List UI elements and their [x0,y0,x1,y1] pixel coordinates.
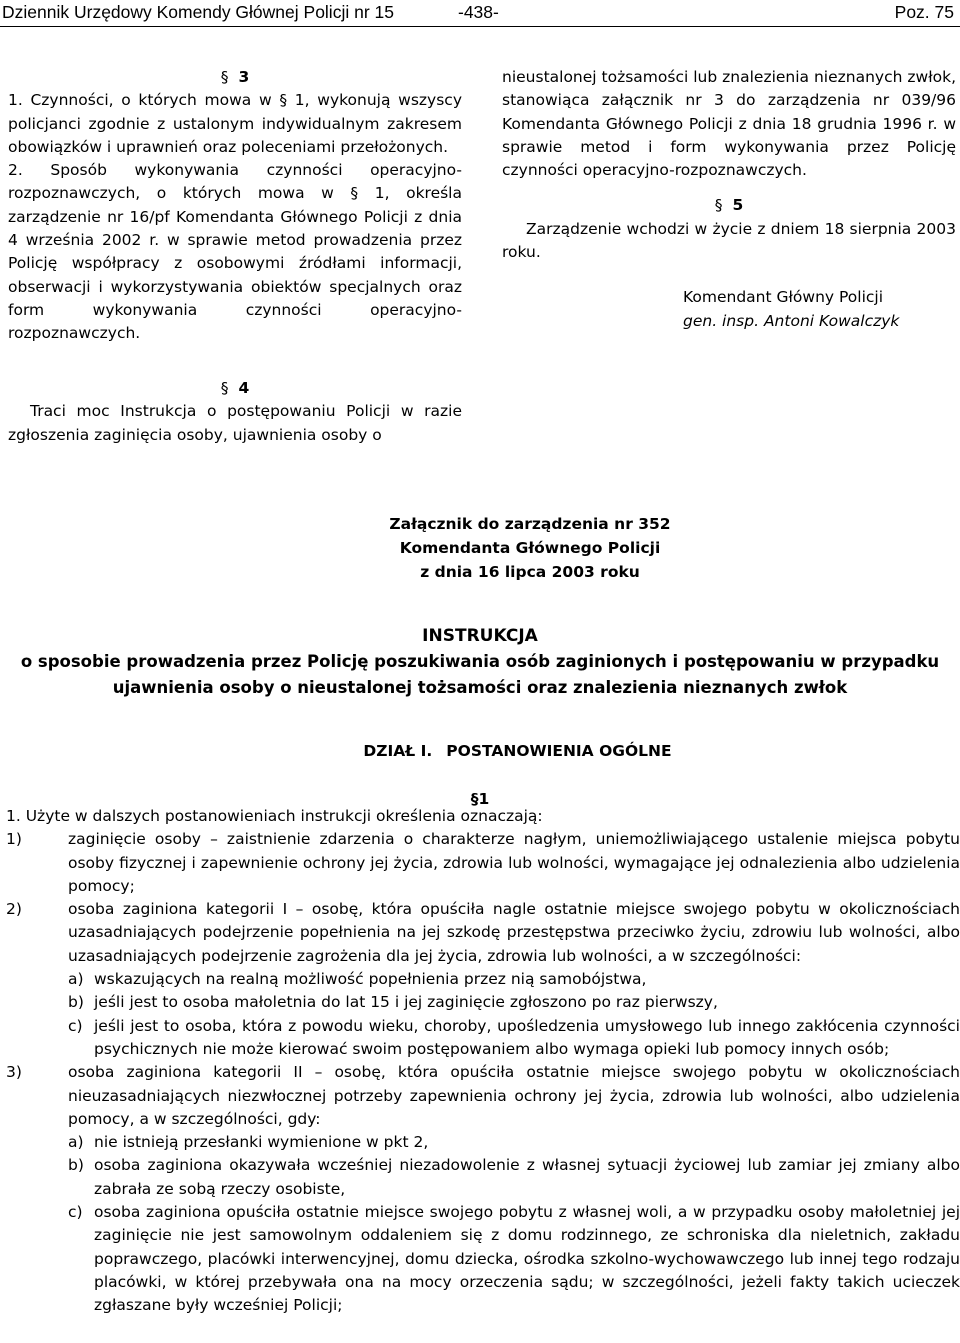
paragraph-1: 1. Czynności, o których mowa w § 1, wykonują wszyscy policjanci zgodnie z ustalonym indywidualnym zakresem obowiązków i uprawnień oraz poleceniami przełożonych. [8,91,462,156]
page-header [0,0,960,27]
sub-item-text: jeśli jest to osoba małoletnia do lat 15 i jej zaginięcie zgłoszono po raz pierwszy, [94,993,718,1012]
signature-name: gen. insp. Antoni Kowalczyk [683,311,900,330]
division-heading [0,740,960,763]
sub-item-letter: a) [68,970,84,989]
sub-item-text: osoba zaginiona opuściła ostatnie miejsce swojego pobytu z własnej woli, a w przypadku osoby małoletniej jej zaginięcie nie jest samowolnym oddaleniem się z domu rodzinnego, ze schroniska dla nieletnich, zakładu poprawczego, placówki interwencyjnej, domu dziecka, ośrodka szkolno-wychowawczego lub innej tego rodzaju placówki, w której przebywała ona na mocy orzeczenia sądu; w szczególności, jeżeli fakty takich ucieczek zgłaszane były wcześniej Policji; [94,1203,960,1315]
definition-item [6,898,960,968]
section-5-heading [502,194,956,217]
section-number: 4 [238,379,250,397]
division-name: POSTANOWIENIA OGÓLNE [446,742,672,760]
item-number: 3) [6,1063,22,1082]
section-number: 5 [732,196,744,215]
sub-item-letter: c) [68,1016,83,1035]
item-text: osoba zaginiona kategorii II – osobę, która opuściła ostatnie miejsce swojego pobytu w okolicznościach nieuzasadniających niezwłocznej potrzeby zapewnienia ochrony jej życia, zdrowia lub wolności, albo udzielenia pomocy, a w szczególności, gdy: [68,1063,960,1128]
definition-item [6,1061,960,1131]
signature-title: Komendant Główny Policji [683,288,884,307]
annex-line-3: z dnia 16 lipca 2003 roku [420,563,640,581]
section-4-heading [8,377,462,400]
section-number: 1 [478,790,490,808]
annex-line-1: Załącznik do zarządzenia nr 352 [389,515,671,533]
instruction-title: INSTRUKCJA [422,626,538,646]
sub-item-letter: b) [68,993,84,1012]
instruction-subtitle-line-1: o sposobie prowadzenia przez Policję poszukiwania osób zaginionych i postępowaniu w przypadku [20,652,940,671]
definition-sub-item [6,991,960,1014]
section-3-heading [8,66,462,89]
paragraph-4: Traci moc Instrukcja o postępowaniu Policji w razie zgłoszenia zaginięcia osoby, ujawnienia osoby o [8,402,462,444]
sub-item-text: jeśli jest to osoba, która z powodu wieku, choroby, upośledzenia umysłowego lub innego zakłócenia czynności psychicznych nie może kierować swoim postępowaniem albo wymaga opieki lub pomocy innych osób; [94,1016,960,1058]
left-column [8,66,462,346]
definition-sub-item [6,968,960,991]
definition-sub-item [6,1154,960,1201]
annex-line-2: Komendanta Głównego Policji [399,539,661,557]
definitions-lead: 1. Użyte w dalszych postanowieniach instrukcji określenia oznaczają: [6,807,543,825]
sub-item-text: nie istnieją przesłanki wymienione w pkt 2, [94,1133,429,1152]
paragraph-continuation: nieustalonej tożsamości lub znalezienia nieznanych zwłok, stanowiąca załącznik nr 3 do zarządzenia nr 039/96 Komendanta Głównego Policji z dnia 18 grudnia 1996 r. w sprawie metod i form wykonywania przez Policję czynności operacyjno-rozpoznawczych. [502,68,956,180]
sub-item-text: wskazujących na realną możliwość popełnienia przez nią samobójstwa, [94,970,647,989]
position-number: Poz. 75 [894,2,954,22]
division-label: DZIAŁ I. [363,742,433,760]
sub-item-text: osoba zaginiona okazywała wcześniej niezadowolenie z własnej sytuacji życiowej lub zamiar jej zmiany albo zabrała ze sobą rzeczy osobiste, [94,1156,960,1198]
sub-item-letter: a) [68,1133,84,1152]
item-number: 2) [6,900,22,919]
paragraph-2: 2. Sposób wykonywania czynności operacyjno-rozpoznawczych, o których mowa w § 1, określa zarządzenie nr 16/pf Komendanta Głównego Policji z dnia 4 września 2002 r. w sprawie metod prowadzenia przez Policję współpracy z osobowymi źródłami informacji, obserwacji i wykorzystywania obiektów specjalnych oraz form wykonywania czynności operacyjno-rozpoznawczych. [8,161,462,343]
section-number: 3 [238,68,250,86]
journal-title: Dziennik Urzędowy Komendy Głównej Policji nr 15 [2,2,394,22]
page-number: -438- [458,2,499,22]
instruction-heading [0,624,960,700]
annex-heading [0,512,960,584]
section-symbol: § [220,68,229,86]
sub-item-letter: c) [68,1203,83,1222]
section-symbol: § [220,379,229,397]
section-symbol: § [470,790,479,808]
definition-sub-item [6,1131,960,1154]
sub-item-letter: b) [68,1156,84,1175]
right-column [502,66,956,333]
section-symbol: § [714,196,723,215]
item-number: 1) [6,830,22,849]
definition-sub-item [6,1015,960,1062]
definition-item [6,828,960,898]
definition-sub-item [6,1201,960,1317]
instruction-subtitle-line-2: ujawnienia osoby o nieustalonej tożsamości oraz znalezienia nieznanych zwłok [112,678,848,697]
item-text: zaginięcie osoby – zaistnienie zdarzenia o charakterze nagłym, uniemożliwiającego ustalenie miejsca pobytu osoby fizycznej i zapewnienie ochrony jej życia, zdrowia lub wolności, wymagające jej odnalezienia albo udzielenia pomocy; [68,830,960,895]
definitions [6,805,960,1318]
section-4 [8,377,462,447]
item-text: osoba zaginiona kategorii I – osobę, która opuściła nagle ostatnie miejsce swojego pobytu w okolicznościach uzasadniających podejrzenie popełnienia na jej szkodę przestępstwa przeciwko życiu, zdrowiu lub wolności, albo uzasadniających podejrzenie zagrożenia dla jej życia, zdrowia lub wolności, a w szczególności: [68,900,960,965]
paragraph-5: Zarządzenie wchodzi w życie z dniem 18 sierpnia 2003 roku. [502,219,956,262]
